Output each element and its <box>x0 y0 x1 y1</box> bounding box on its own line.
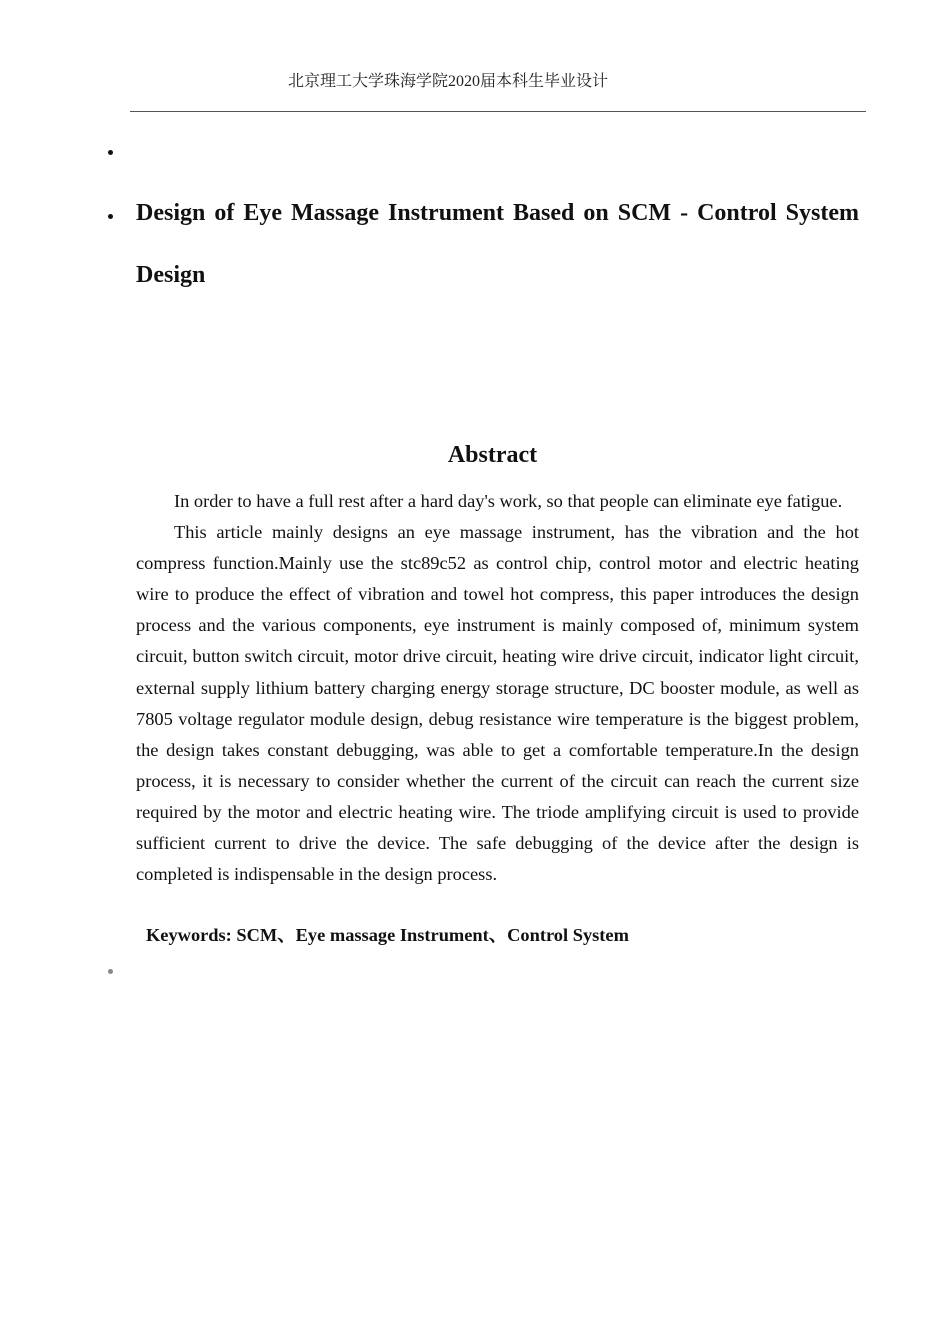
paper-title-line-1: Design of Eye Massage Instrument Based on SCM - Control System <box>136 200 859 226</box>
keywords-line: Keywords: SCM、Eye massage Instrument、Control System <box>146 925 629 945</box>
running-header: 北京理工大学珠海学院2020届本科生毕业设计 <box>288 73 609 90</box>
empty-bullet <box>108 150 113 155</box>
abstract-paragraph: In order to have a full rest after a hard day's work, so that people can eliminate eye fatigue. <box>174 491 843 511</box>
paper-title-line-2: Design <box>136 262 206 288</box>
abstract-heading: Abstract <box>447 442 538 468</box>
trailing-bullet <box>108 969 113 974</box>
header-divider <box>130 111 866 112</box>
title-bullet <box>108 214 113 219</box>
abstract-paragraph: This article mainly designs an eye massage instrument, has the vibration and the hot compress function.Mainly use the stc89c52 as control chip, control motor and electric heating wire to produce the effect of vibration and towel hot compress, this paper introduces the design process and the various components, eye instrument is mainly composed of, minimum system circuit, button switch circuit, motor drive circuit, heating wire drive circuit, indicator light circuit, external supply lithium battery charging energy storage structure, DC booster module, as well as 7805 voltage regulator module design, debug resistance wire temperature is the biggest problem, the design takes constant debugging, was able to get a comfortable temperature.In the design process, it is necessary to consider whether the current of the circuit can reach the current size required by the motor and electric heating wire. The triode amplifying circuit is used to provide sufficient current to drive the device. The safe debugging of the device after the design is completed is indispensable in the design process. <box>136 522 859 885</box>
abstract-body <box>136 486 859 890</box>
